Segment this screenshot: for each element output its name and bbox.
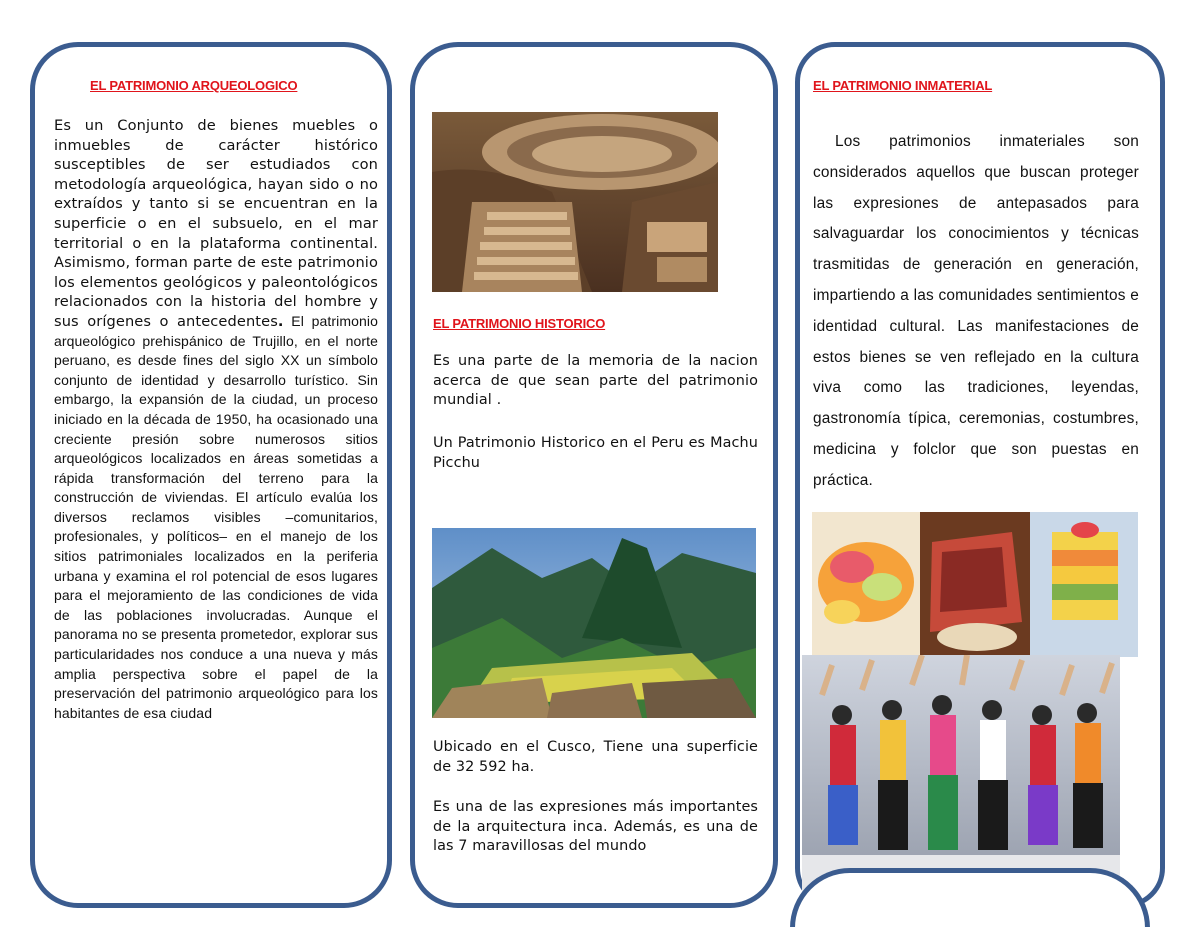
machu-picchu-photo (432, 528, 756, 718)
historico-paragraph-4: Es una de las expresiones más importantes de la arquitectura inca. Además, es una de las 7 maravillosas del mundo (433, 799, 758, 855)
text-arqueologico: Es un Conjunto de bienes muebles o inmuebles de carácter histórico susceptibles de ser estudiados con metodología arqueológica, hayan sido o no extraídos y tanto si se encuentran en la superficie o en el subsuelo, en el mar territorial o en la plataforma continental. Asimismo, forman parte de este patrimonio los elementos geológicos y paleontológicos relacionados con la historia del hombre y sus orígenes o antecedentes. El patrimonio arqueológico prehispánico de Trujillo, en el norte peruano, es desde fines del siglo XX un símbolo conjunto de identidad y desarrollo turístico. Sin embargo, la expansión de la ciudad, un proceso iniciado en la década de 1950, ha ocasionado una creciente presión sobre numerosos sitios arqueológicos localizados en áreas sometidas a rápida transformación del terreno para la construcción de viviendas. El artículo evalúa los diversos reclamos visibles –comunitarios, profesionales, y políticos– en el manejo de los sitios patrimoniales localizados en la periferia urbana y examina el rol potencial de esos lugares para el mejoramiento de las condiciones de vida de las poblaciones involucradas. Aunque el panorama no se presenta prometedor, explorar sus particularidades nos conduce a una nueva y más amplia perspectiva sobre el papel de la preservación del patrimonio arqueológico para los habitantes de esa ciudad (54, 117, 378, 721)
heading-arqueologico: EL PATRIMONIO ARQUEOLOGICO (90, 78, 298, 93)
heading-inmaterial: EL PATRIMONIO INMATERIAL (813, 78, 993, 93)
historico-paragraph-2: Un Patrimonio Historico en el Peru es Machu Picchu (433, 435, 758, 471)
peruvian-food-photo (812, 512, 1138, 657)
historico-paragraph-1: Es una parte de la memoria de la nacion acerca de que sean parte del patrimonio mundial . (433, 353, 758, 409)
archaeological-site-photo (432, 112, 718, 292)
panel-back-cover-edge (790, 868, 1150, 927)
heading-historico: EL PATRIMONIO HISTORICO (433, 316, 606, 331)
historico-paragraph-3: Ubicado en el Cusco, Tiene una superficie de 32 592 ha. (433, 739, 758, 775)
text-inmaterial: Los patrimonios inmateriales son considerados aquellos que buscan proteger las expresiones de antepasados para salvaguardar los conocimientos y técnicas trasmitidas de generación en generación, impartiendo a las comunidades sentimientos e identidad cultural. Las manifestaciones de estos bienes se ven reflejado en la cultura viva como las tradiciones, leyendas, gastronomía típica, ceremonias, costumbres, medicina y folclor que son puestas en práctica. (813, 133, 1139, 489)
